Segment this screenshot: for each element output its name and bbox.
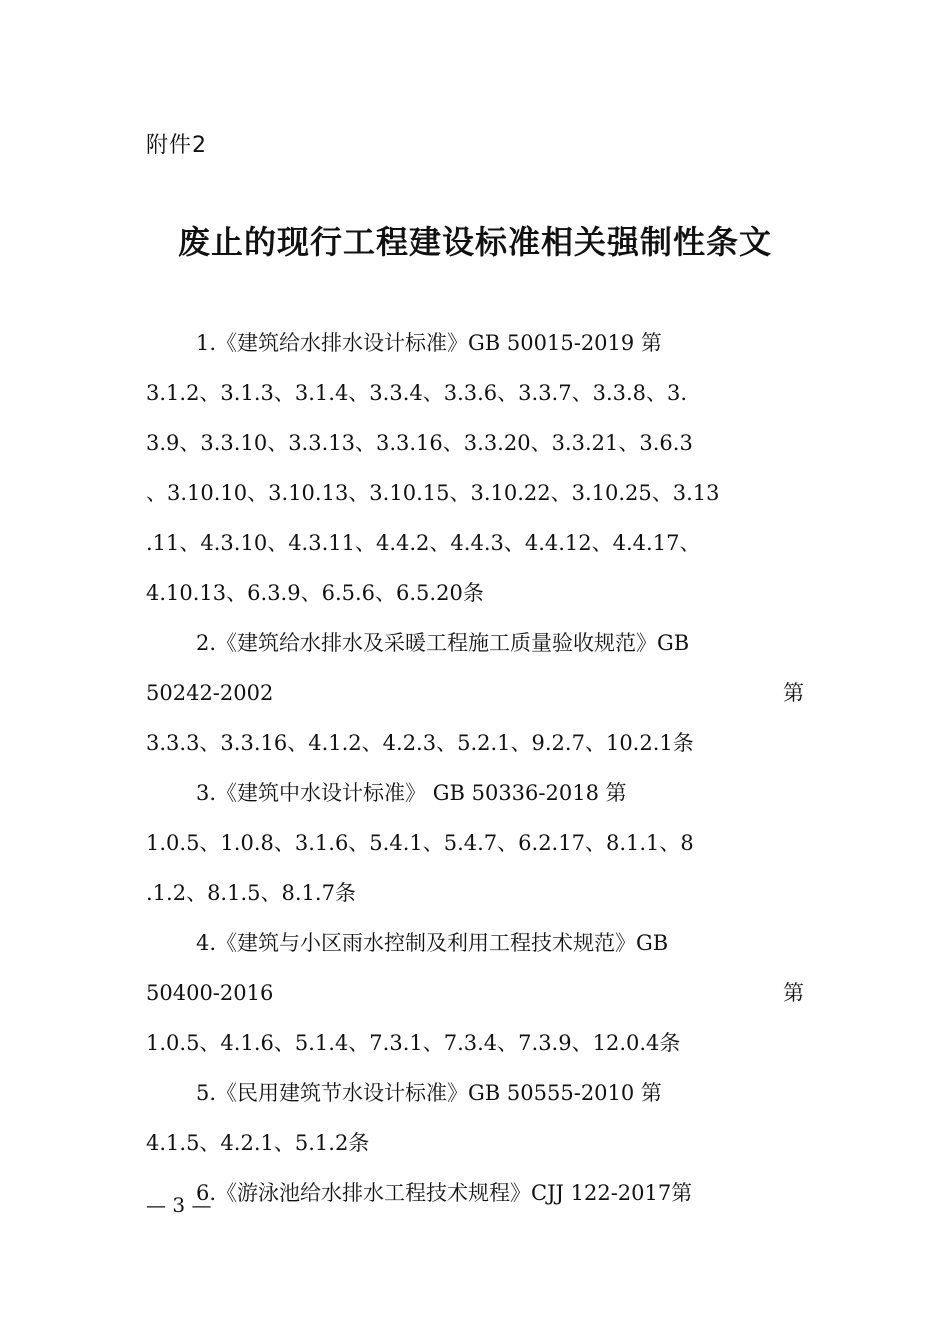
text-line: 2.《建筑给水排水及采暖工程施工质量验收规范》GB (196, 631, 690, 655)
text-line: 3.1.2、3.1.3、3.1.4、3.3.4、3.3.6、3.3.7、3.3.8、3. (146, 381, 688, 405)
text-line: 50400-2016 (146, 981, 274, 1005)
text-line: 4.《建筑与小区雨水控制及利用工程技术规范》GB (196, 931, 669, 955)
page-title: 废止的现行工程建设标准相关强制性条文 (177, 223, 772, 261)
text-line: 6.《游泳池给水排水工程技术规程》CJJ 122-2017第 (196, 1181, 693, 1205)
text-line: 3.《建筑中水设计标准》 GB 50336-2018 第 (196, 781, 627, 805)
text-line: 4.1.5、4.2.1、5.1.2条 (146, 1131, 370, 1155)
text-line: 1.0.5、1.0.8、3.1.6、5.4.1、5.4.7、6.2.17、8.1.1、8 (146, 831, 694, 855)
text-line: 第 (783, 681, 804, 705)
attachment-label: 附件2 (146, 133, 207, 158)
text-line: 、3.10.10、3.10.13、3.10.15、3.10.22、3.10.25、3.13 (146, 481, 720, 505)
text-line: 3.9、3.3.10、3.3.13、3.3.16、3.3.20、3.3.21、3.6.3 (146, 431, 693, 455)
text-line: 3.3.3、3.3.16、4.1.2、4.2.3、5.2.1、9.2.7、10.2.1条 (146, 731, 694, 755)
text-line: .11、4.3.10、4.3.11、4.4.2、4.4.3、4.4.12、4.4.17、 (146, 531, 701, 555)
text-line: 第 (783, 981, 804, 1005)
text-line: 1.《建筑给水排水设计标准》GB 50015-2019 第 (196, 331, 662, 355)
page-number: — 3 — (146, 1193, 212, 1217)
text-line: 1.0.5、4.1.6、5.1.4、7.3.1、7.3.4、7.3.9、12.0.4条 (146, 1031, 681, 1055)
text-line: 5.《民用建筑节水设计标准》GB 50555-2010 第 (196, 1081, 662, 1105)
text-line: 50242-2002 (146, 681, 274, 705)
text-line: 4.10.13、6.3.9、6.5.6、6.5.20条 (146, 581, 484, 605)
text-line: .1.2、8.1.5、8.1.7条 (146, 881, 356, 905)
